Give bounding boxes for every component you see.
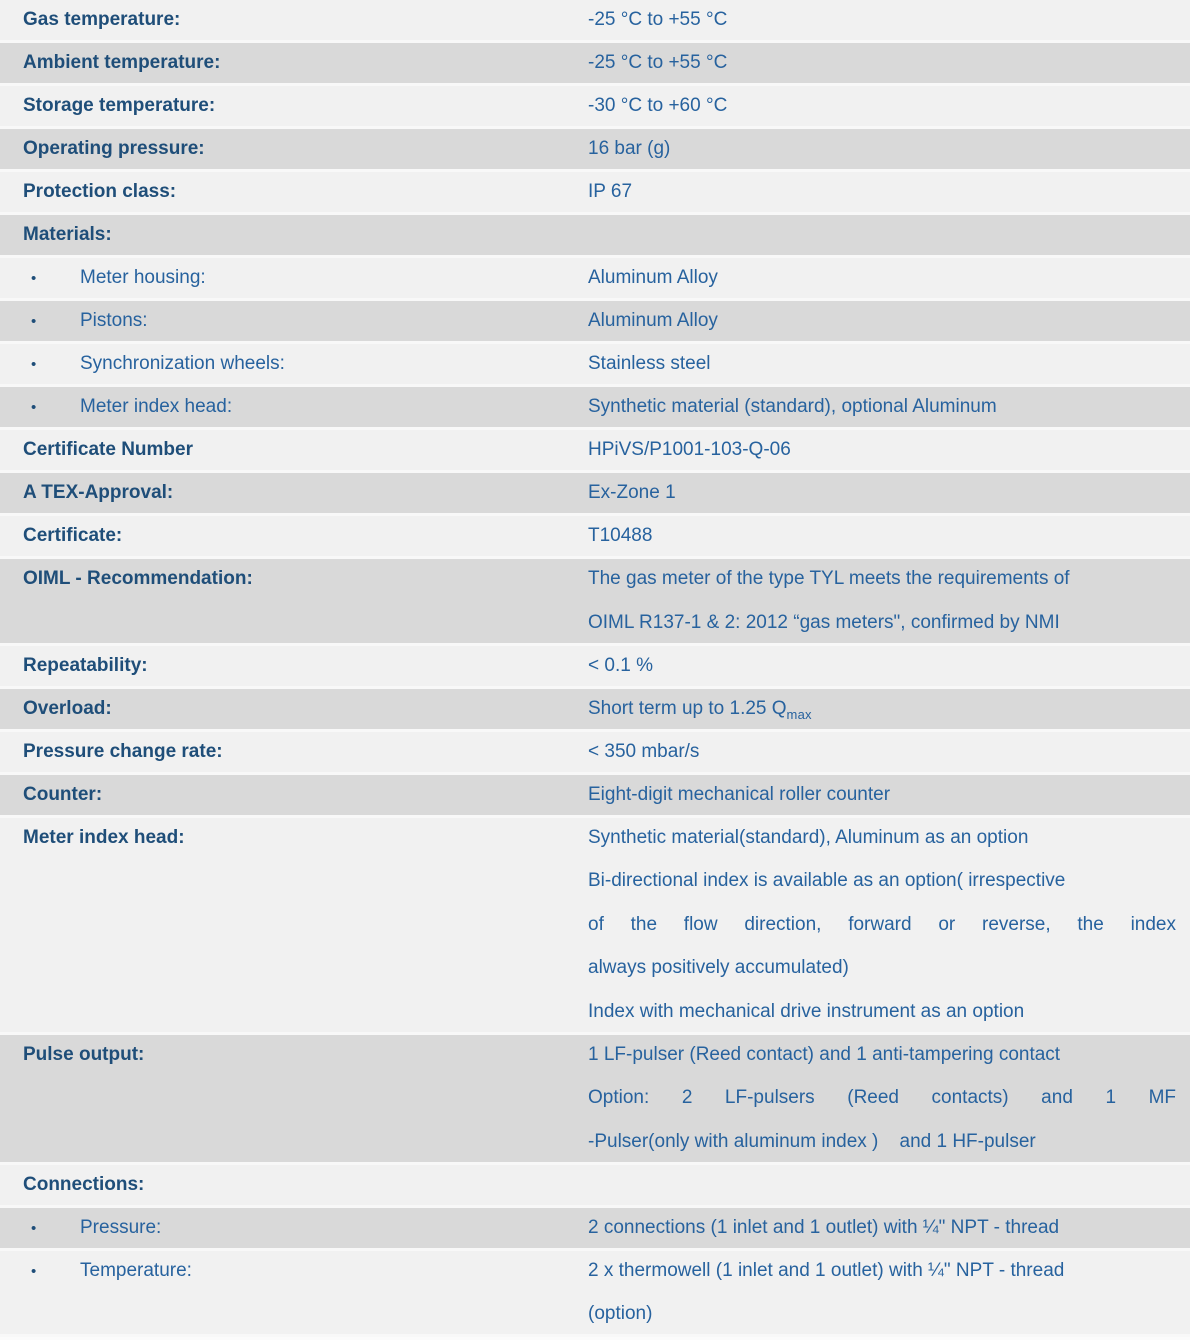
spec-label: Pulse output:	[23, 1043, 145, 1065]
spec-value	[588, 215, 1190, 255]
bullet-icon: •	[31, 313, 37, 330]
spec-value	[588, 43, 1190, 83]
spec-value-line: Synthetic material(standard), Aluminum as an option	[588, 826, 1029, 848]
spec-label: OIML - Recommendation:	[23, 568, 253, 589]
spec-value-line: Stainless steel	[588, 353, 711, 374]
spec-label: Gas temperature:	[23, 9, 181, 30]
spec-label: Materials:	[23, 224, 112, 245]
spec-value	[588, 430, 1190, 470]
spec-value-line: HPiVS/P1001-103-Q-06	[588, 439, 791, 460]
spec-value	[588, 1251, 1190, 1335]
spec-value	[588, 473, 1190, 513]
spec-value	[588, 0, 1190, 40]
spec-label: Repeatability:	[23, 654, 148, 676]
spec-label: Ambient temperature:	[23, 52, 221, 73]
spec-row	[0, 1165, 1190, 1208]
spec-label: Meter index head:	[23, 826, 185, 848]
spec-value-line: -25 °C to +55 °C	[588, 52, 728, 73]
spec-label-cell	[0, 172, 588, 212]
spec-row	[0, 818, 1190, 1035]
spec-row	[0, 129, 1190, 172]
spec-label-cell	[0, 818, 588, 1032]
subscript-text: max	[786, 706, 812, 722]
spec-value-line: of the flow direction, forward or reverse, the index	[588, 913, 1176, 935]
spec-label-cell	[0, 1165, 588, 1205]
spec-label: Temperature:	[80, 1259, 192, 1281]
spec-row	[0, 1035, 1190, 1165]
spec-value	[588, 129, 1190, 169]
spec-label: Connections:	[23, 1173, 145, 1195]
spec-value	[588, 646, 1190, 686]
spec-label-cell	[0, 473, 588, 513]
spec-value	[588, 387, 1190, 427]
spec-label: Pistons:	[80, 310, 148, 331]
spec-value	[588, 559, 1190, 643]
spec-value-line: 16 bar (g)	[588, 138, 671, 159]
spec-value-line: Index with mechanical drive instrument as an option	[588, 1000, 1025, 1022]
spec-value	[588, 86, 1190, 126]
spec-row	[0, 559, 1190, 646]
spec-value-line: Eight-digit mechanical roller counter	[588, 783, 891, 805]
bullet-icon: •	[31, 270, 37, 287]
spec-label-cell	[0, 775, 588, 815]
spec-row	[0, 473, 1190, 516]
spec-value-line: (option)	[588, 1303, 653, 1324]
spec-row	[0, 43, 1190, 86]
spec-value	[588, 172, 1190, 212]
spec-value	[588, 689, 1190, 729]
spec-value-line: Synthetic material (standard), optional Aluminum	[588, 396, 997, 417]
spec-row	[0, 86, 1190, 129]
spec-value-line: 2 x thermowell (1 inlet and 1 outlet) with ¼" NPT - thread	[588, 1259, 1065, 1281]
spec-label: Pressure:	[80, 1216, 162, 1238]
spec-row	[0, 215, 1190, 258]
spec-row	[0, 516, 1190, 559]
spec-label-cell	[0, 1035, 588, 1162]
spec-value	[588, 258, 1190, 298]
spec-label-cell	[0, 86, 588, 126]
spec-value	[588, 1208, 1190, 1248]
spec-value-text: Short term up to 1.25 Q	[588, 697, 787, 719]
spec-value-line: T10488	[588, 525, 653, 546]
spec-label-cell	[0, 344, 588, 384]
spec-label: Meter housing:	[80, 267, 206, 288]
spec-row	[0, 646, 1190, 689]
spec-value-line: -30 °C to +60 °C	[588, 95, 728, 116]
spec-label-cell	[0, 1251, 588, 1335]
spec-label-cell	[0, 43, 588, 83]
spec-label-cell	[0, 387, 588, 427]
spec-label-cell	[0, 646, 588, 686]
bullet-icon: •	[31, 1219, 37, 1237]
spec-value-line: < 0.1 %	[588, 654, 653, 676]
spec-label-cell	[0, 559, 588, 643]
spec-value-line: OIML R137-1 & 2: 2012 “gas meters", confirmed by NMI	[588, 611, 1060, 633]
spec-value-line: Aluminum Alloy	[588, 310, 718, 331]
spec-label: Storage temperature:	[23, 95, 216, 116]
spec-label: Synchronization wheels:	[80, 353, 285, 374]
spec-label-cell	[0, 258, 588, 298]
spec-value-line: Option: 2 LF-pulsers (Reed contacts) and 1 MF	[588, 1087, 1176, 1108]
spec-value	[588, 818, 1190, 1032]
spec-value-line: Ex-Zone 1	[588, 482, 676, 503]
spec-label-cell	[0, 1208, 588, 1248]
spec-value-line: always positively accumulated)	[588, 957, 849, 978]
spec-label-cell	[0, 129, 588, 169]
spec-label: Certificate:	[23, 525, 123, 546]
spec-value-line: The gas meter of the type TYL meets the requirements of	[588, 568, 1070, 589]
spec-value	[588, 301, 1190, 341]
spec-value-line: < 350 mbar/s	[588, 740, 700, 762]
spec-row	[0, 258, 1190, 301]
spec-value	[588, 1035, 1190, 1162]
spec-label: Pressure change rate:	[23, 740, 223, 762]
spec-label-cell	[0, 732, 588, 772]
spec-row	[0, 301, 1190, 344]
spec-row	[0, 732, 1190, 775]
spec-label-cell	[0, 301, 588, 341]
bullet-icon: •	[31, 399, 37, 416]
bullet-icon: •	[31, 356, 37, 373]
spec-value-line: 2 connections (1 inlet and 1 outlet) with ¼" NPT - thread	[588, 1216, 1060, 1238]
spec-label: Meter index head:	[80, 396, 233, 417]
spec-label: Operating pressure:	[23, 138, 205, 159]
spec-value	[588, 516, 1190, 556]
spec-value-line: -Pulser(only with aluminum index ) and 1 HF-pulser	[588, 1130, 1036, 1152]
spec-label: Protection class:	[23, 181, 177, 202]
spec-value	[588, 732, 1190, 772]
spec-value-line: Bi-directional index is available as an option( irrespective	[588, 870, 1066, 891]
spec-value-line: IP 67	[588, 181, 633, 202]
spec-label-cell	[0, 430, 588, 470]
spec-value-line: -25 °C to +55 °C	[588, 9, 728, 30]
spec-row	[0, 387, 1190, 430]
bullet-icon: •	[31, 1262, 37, 1280]
spec-row	[0, 172, 1190, 215]
spec-label: Certificate Number	[23, 439, 193, 460]
spec-label: A TEX-Approval:	[23, 482, 174, 503]
spec-row	[0, 689, 1190, 732]
spec-row	[0, 1208, 1190, 1251]
spec-label-cell	[0, 215, 588, 255]
spec-label: Counter:	[23, 783, 103, 805]
spec-value	[588, 344, 1190, 384]
spec-row	[0, 1251, 1190, 1338]
spec-value-line: 1 LF-pulser (Reed contact) and 1 anti-tampering contact	[588, 1043, 1061, 1065]
spec-label: Overload:	[23, 697, 112, 719]
spec-row	[0, 0, 1190, 43]
spec-row	[0, 775, 1190, 818]
spec-label-cell	[0, 689, 588, 729]
spec-label-cell	[0, 0, 588, 40]
spec-row	[0, 344, 1190, 387]
spec-value-line: Aluminum Alloy	[588, 267, 718, 288]
spec-value	[588, 775, 1190, 815]
spec-value	[588, 1165, 1190, 1205]
spec-label-cell	[0, 516, 588, 556]
spec-row	[0, 430, 1190, 473]
